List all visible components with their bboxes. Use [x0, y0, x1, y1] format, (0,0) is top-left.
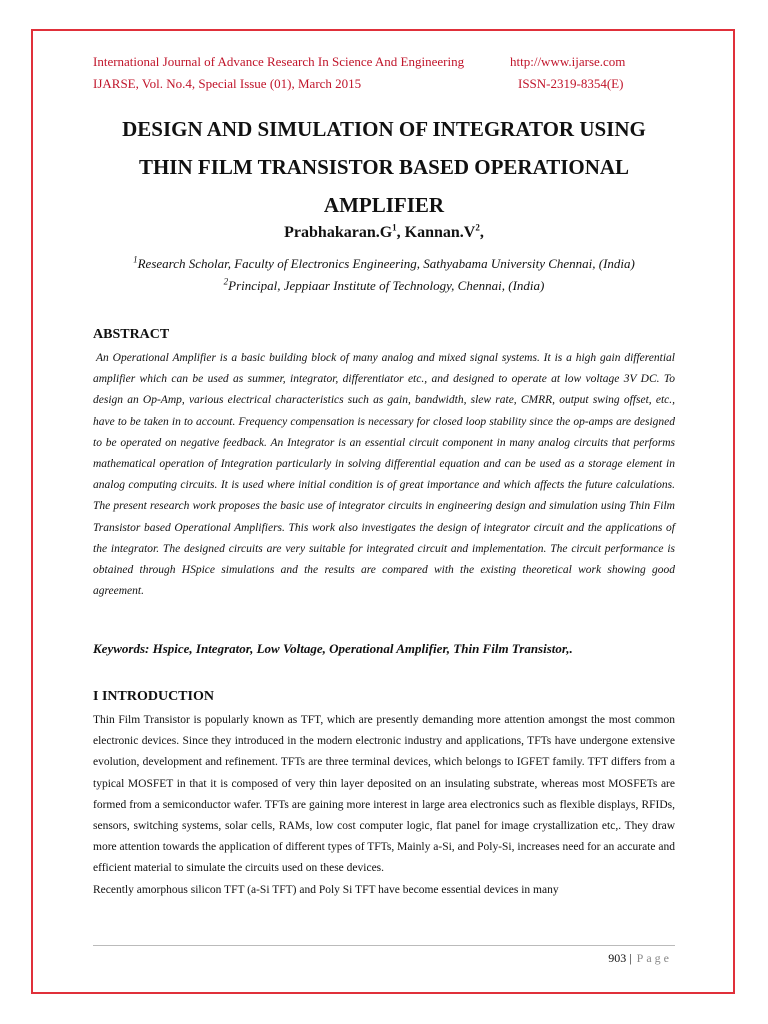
author-1-sup: 1 — [392, 222, 397, 233]
author-2: Kannan.V — [404, 224, 476, 241]
affiliation-1-sup: 1 — [133, 254, 138, 265]
paper-title — [60, 110, 708, 224]
volume-info: IJARSE, Vol. No.4, Special Issue (01), March 2015 — [93, 76, 362, 91]
abstract-heading: ABSTRACT — [93, 327, 170, 342]
introduction-heading: I INTRODUCTION — [93, 689, 214, 704]
abstract-text: An Operational Amplifier is a basic building block of many analog and mixed signal systems. It is a high gain differential amplifier which can be used as summer, integrator, differentiator etc., and designed to operate at low voltage 3V DC. To design an Op-Amp, various electrical characteristics such as gain, bandwidth, slew rate, CMRR, output swing offset, etc., have to be taken in to account. Frequency compensation is necessary for closed loop stability since the op-amps are designed to be operated on negative feedback. An Integrator is an essential circuit component in many analog circuits that performs mathematical operation of Integration particularly in solving differential equation and can be used as a storage element in analog computing circuits. It is used where initial condition is of great importance and which affects the future calculations. The present research work proposes the basic use of integrator circuits in engineering design and simulation using Thin Film Transistor based Operational Amplifiers. This work also investigates the design of integrator circuit and the applications of the integrator. The designed circuits are very suitable for integrated circuit and implementation. The circuit performance is obtained through HSpice simulations and the results are compared with the existing theoretical work showing good agreement. — [93, 352, 675, 598]
author-1: Prabhakaran.G — [284, 224, 393, 241]
author-trail: , — [479, 224, 484, 241]
journal-url[interactable]: http://www.ijarse.com — [510, 54, 626, 69]
affiliation-2 — [60, 278, 708, 294]
author-2-sup: 2 — [475, 222, 480, 233]
author-separator: , — [396, 224, 405, 241]
affiliation-1 — [60, 256, 708, 272]
introduction-paragraph-1: Thin Film Transistor is popularly known as TFT, which are presently demanding more attention amongst the most common electronic devices. Since they introduced in the modern electronic industry and applications, TFTs have undergone extensive evolution, development and refinement. TFTs are three terminal devices, which belongs to IGFET family. TFT differs from a typical MOSFET in that it is composed of very thin layer deposited on an insulating substrate, whereas most MOSFETs are formed from a semiconductor wafer. TFTs are gaining more interest in large area electronics such as flexible displays, RFIDs, sensors, switching systems, solar cells, RAMs, low cost computer logic, flat panel for image crystallization etc,. They draw more attention towards the application of different types of TFTs, Mainly a-Si, and Poly-Si, increases need for an accurate and efficient material to simulate the circuits used on these devices. — [93, 714, 675, 875]
journal-name: International Journal of Advance Research In Science And Engineering — [93, 54, 465, 69]
page-number: 903 — [608, 951, 627, 965]
page-footer — [608, 951, 672, 966]
title-line-2: THIN FILM TRANSISTOR BASED OPERATIONAL — [138, 155, 630, 179]
footer-divider — [93, 945, 675, 946]
authors — [60, 224, 708, 242]
title-line-1: DESIGN AND SIMULATION OF INTEGRATOR USING — [122, 117, 646, 141]
page-separator: | — [629, 951, 632, 965]
page-label: Page — [636, 951, 672, 965]
title-line-3: AMPLIFIER — [323, 193, 445, 217]
affiliation-2-text: Principal, Jeppiaar Institute of Technology, Chennai, (India) — [228, 278, 545, 293]
issn: ISSN-2319-8354(E) — [518, 76, 624, 91]
affiliation-2-sup: 2 — [223, 276, 229, 287]
introduction-paragraph-2: Recently amorphous silicon TFT (a-Si TFT) and Poly Si TFT have become essential devices in many — [93, 883, 559, 896]
affiliation-1-text: Research Scholar, Faculty of Electronics Engineering, Sathyabama University Chennai, (India) — [137, 256, 635, 271]
introduction-body — [93, 710, 675, 901]
keywords: Keywords: Hspice, Integrator, Low Voltage, Operational Amplifier, Thin Film Transistor,. — [93, 641, 573, 656]
